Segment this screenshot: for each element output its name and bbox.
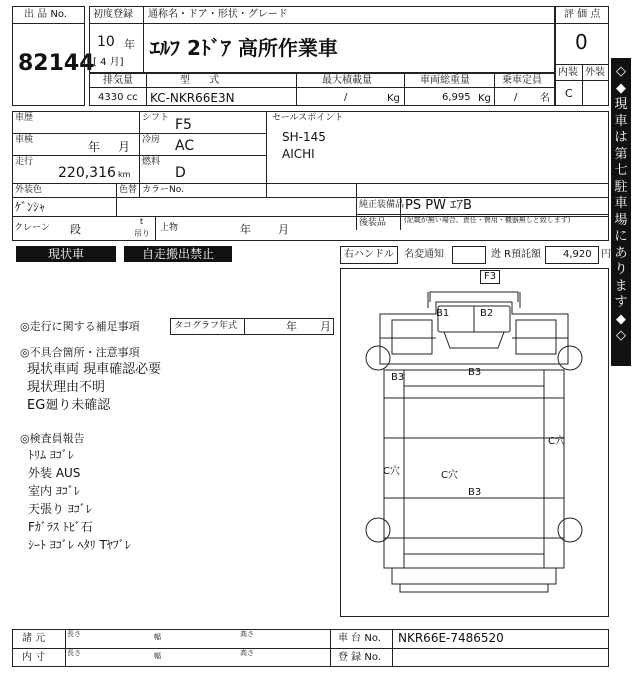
capacity-unit: 名 bbox=[540, 93, 550, 104]
capacity-label: 乗車定員 bbox=[502, 75, 542, 86]
defects-title: ◎不具合箇所・注意事項 bbox=[20, 346, 140, 359]
aftermarket-label: 後装品 bbox=[359, 218, 387, 228]
inspector-item: 外装 AUS bbox=[28, 466, 81, 480]
upper-year: 年 bbox=[240, 223, 251, 236]
inspection-month: 月 bbox=[118, 140, 131, 154]
current-car-button[interactable]: 現状車 bbox=[16, 246, 116, 262]
reg-month: [ 4 月] bbox=[93, 57, 124, 68]
steering-value: 右ハンドル bbox=[344, 249, 394, 260]
interior-dims-label: 内 寸 bbox=[22, 652, 46, 663]
supplement-label: ◎走行に関する補足事項 bbox=[20, 320, 140, 333]
height-label: 高さ bbox=[240, 649, 254, 657]
dims-label: 諸 元 bbox=[22, 633, 46, 644]
exterior-grade: C bbox=[565, 87, 573, 100]
tachograph-year: 年 bbox=[286, 320, 297, 333]
color-value: ｹﾞﾝｼｬ bbox=[15, 200, 46, 214]
width-label: 幅 bbox=[154, 633, 161, 641]
gross-weight-unit: Kg bbox=[478, 93, 491, 104]
inspection-label: 車検 bbox=[15, 135, 34, 145]
aftermarket-note: (記載が無い場合、責任・費用・機器無しと致します) bbox=[404, 216, 571, 224]
max-load-label: 最大積載量 bbox=[322, 75, 372, 86]
diagram-mark: B1 bbox=[436, 308, 450, 319]
diagram-mark: C穴 bbox=[548, 436, 565, 447]
r-tax-value: 4,920 bbox=[563, 249, 592, 260]
status-mark: 迯 bbox=[491, 249, 501, 260]
diagram-mark: C穴 bbox=[383, 466, 400, 477]
model-code-label: 型 式 bbox=[180, 75, 228, 86]
self-drive-prohibited-button[interactable]: 自走搬出禁止 bbox=[124, 246, 232, 262]
max-load-unit: Kg bbox=[387, 93, 400, 104]
chassis-number: NKR66E-7486520 bbox=[398, 631, 504, 645]
score-label: 評 価 点 bbox=[564, 9, 601, 20]
sidebar-text: ◇ ◆ 現 車 は 第 七 駐 車 場 に あ り ま す ◆ ◇ bbox=[614, 64, 628, 343]
mileage-unit: km bbox=[118, 170, 131, 179]
fuel-label: 燃料 bbox=[142, 157, 161, 167]
tachograph-label: タコグラフ年式 bbox=[174, 321, 238, 331]
lot-label: 出 品 No. bbox=[24, 9, 67, 20]
tachograph-month: 月 bbox=[320, 320, 331, 333]
inspector-item: 天張り ﾖｺﾞﾚ bbox=[28, 502, 92, 516]
defect-item: 現状理由不明 bbox=[27, 380, 106, 395]
diagram-mark: B3 bbox=[468, 487, 482, 498]
registration-label: 登 録 No. bbox=[338, 652, 381, 663]
mileage-label: 走行 bbox=[15, 157, 34, 167]
ac-label: 冷房 bbox=[142, 135, 161, 145]
defect-item: 現状車両 現車確認必要 bbox=[27, 362, 162, 377]
interior-grade-label: 内装 bbox=[558, 67, 578, 78]
shift-value: F5 bbox=[175, 117, 192, 133]
lot-number: 82144 bbox=[18, 51, 95, 76]
sales-point-label: セールスポイント bbox=[272, 113, 344, 123]
color-change-label: 色替 bbox=[119, 185, 138, 195]
mileage-value: 220,316 bbox=[58, 165, 116, 181]
gross-weight-label: 車両総重量 bbox=[420, 75, 470, 86]
upper-month: 月 bbox=[278, 223, 289, 236]
gross-weight: 6,995 bbox=[442, 92, 471, 103]
inspector-title: ◎検査員報告 bbox=[20, 432, 85, 445]
sales-point-2: AICHI bbox=[282, 147, 315, 161]
displacement: 4330 cc bbox=[98, 92, 138, 103]
color-label: 外装色 bbox=[15, 185, 43, 195]
upper-label: 上物 bbox=[160, 223, 179, 233]
name-change-box bbox=[452, 246, 486, 264]
defect-item: EG廻り未確認 bbox=[27, 398, 111, 413]
equipment-value: PS PW ｴｱB bbox=[405, 198, 472, 213]
crane-stage: 段 bbox=[70, 223, 81, 236]
score-value: 0 bbox=[575, 30, 588, 54]
height-label: 高さ bbox=[240, 630, 254, 638]
chassis-label: 車 台 No. bbox=[338, 633, 381, 644]
max-load: / bbox=[344, 92, 348, 103]
reg-year-unit: 年 bbox=[124, 38, 135, 51]
first-reg-label: 初度登録 bbox=[93, 9, 133, 20]
capacity: / bbox=[514, 92, 518, 103]
inspector-item: Fｶﾞﾗｽ ﾄﾋﾞ石 bbox=[28, 520, 93, 534]
exterior-grade-label: 外装 bbox=[585, 67, 605, 78]
crane-lift: 吊り bbox=[134, 229, 150, 238]
shift-label: シフト bbox=[142, 113, 170, 123]
reg-year: 10 bbox=[97, 34, 115, 50]
diagram-mark: B3 bbox=[468, 367, 482, 378]
inspector-item: 室内 ﾖｺﾞﾚ bbox=[28, 484, 80, 498]
truck-diagram bbox=[340, 268, 609, 617]
inspector-item: ﾄﾘﾑ ﾖｺﾞﾚ bbox=[28, 448, 74, 462]
length-label: 長さ bbox=[67, 630, 81, 638]
inspection-year: 年 bbox=[88, 140, 101, 154]
crane-label: クレーン bbox=[14, 223, 50, 233]
model-name-label: 通称名・ドア・形状・グレード bbox=[148, 9, 288, 20]
r-tax-unit: 円 bbox=[601, 249, 611, 260]
location-note-sidebar bbox=[611, 58, 631, 366]
ac-value: AC bbox=[175, 138, 195, 154]
r-tax-label: R預託額 bbox=[504, 249, 541, 260]
equipment-label: 純正装備品 bbox=[359, 200, 405, 210]
history-label: 車歴 bbox=[15, 113, 34, 123]
model-name: ｴﾙﾌ 2ﾄﾞｱ 高所作業車 bbox=[150, 36, 338, 60]
diagram-mark: B2 bbox=[480, 308, 494, 319]
fuel-value: D bbox=[175, 165, 186, 181]
diagram-mark: B3 bbox=[391, 372, 405, 383]
crane-ton: t bbox=[140, 217, 144, 226]
length-label: 長さ bbox=[67, 649, 81, 657]
model-code: KC-NKR66E3N bbox=[150, 91, 235, 105]
diagram-mark: F3 bbox=[484, 271, 497, 282]
width-label: 幅 bbox=[154, 652, 161, 660]
sales-point-1: SH-145 bbox=[282, 130, 326, 144]
color-code-label: カラーNo. bbox=[142, 185, 184, 195]
inspector-item: ｼｰﾄ ﾖｺﾞﾚ ﾍﾀﾘ Tﾔﾌﾞﾚ bbox=[28, 538, 131, 552]
name-change-label: 名変通知 bbox=[404, 249, 444, 260]
diagram-mark: C穴 bbox=[441, 470, 458, 481]
displacement-label: 排気量 bbox=[103, 75, 133, 86]
